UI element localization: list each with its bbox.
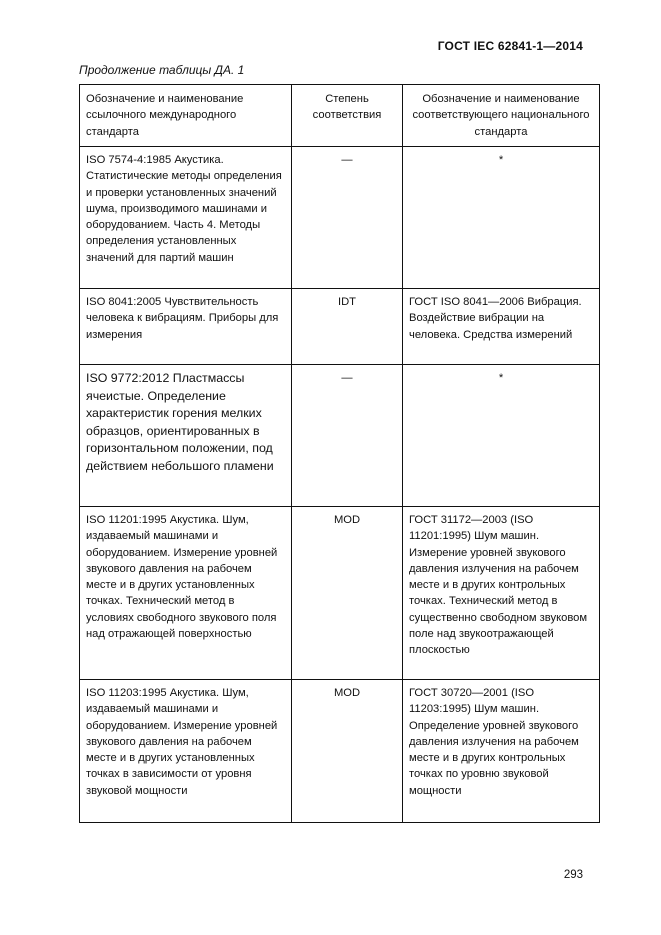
degree-cell: —	[292, 365, 403, 507]
table-caption: Продолжение таблицы ДА. 1	[79, 63, 245, 77]
standard-designation: ГОСТ IEC 62841-1—2014	[437, 39, 583, 53]
national-standard-cell: *	[403, 365, 600, 507]
column-header-degree: Степень соответствия	[292, 85, 403, 147]
table-row	[80, 365, 600, 507]
table-row	[80, 147, 600, 289]
table-row	[80, 507, 600, 680]
national-standard-cell: *	[403, 147, 600, 289]
national-standard-cell: ГОСТ 30720—2001 (ISO 11203:1995) Шум машин. Определение уровней звукового давления излучения на рабочем месте и в других контрольных точках по уровню звуковой мощности	[403, 680, 600, 823]
table-row	[80, 289, 600, 365]
table-row	[80, 680, 600, 823]
international-standard-cell: ISO 9772:2012 Пластмассы ячеистые. Определение характеристик горения мелких образцов, ориентированных в горизонтальном положении, под действием небольшого пламени	[80, 365, 292, 507]
international-standard-cell: ISO 8041:2005 Чувствительность человека к вибрациям. Приборы для измерения	[80, 289, 292, 365]
table-header-row	[80, 85, 600, 147]
national-standard-cell: ГОСТ ISO 8041—2006 Вибрация. Воздействие вибрации на человека. Средства измерений	[403, 289, 600, 365]
page-number: 293	[563, 869, 583, 881]
column-header-national: Обозначение и наименование соответствующего национального стандарта	[403, 85, 600, 147]
degree-cell: MOD	[292, 507, 403, 680]
national-standard-cell: ГОСТ 31172—2003 (ISO 11201:1995) Шум машин. Измерение уровней звукового давления излучения на рабочем месте и в других контрольных точках. Технический метод в существенно свободном звуковом поле над звукоотражающей плоскостью	[403, 507, 600, 680]
international-standard-cell: ISO 7574-4:1985 Акустика. Статистические методы определения и проверки установленных значений шума, производимого машинами и оборудованием. Часть 4. Методы определения установленных значений для партий машин	[80, 147, 292, 289]
column-header-international: Обозначение и наименование ссылочного международного стандарта	[80, 85, 292, 147]
degree-cell: MOD	[292, 680, 403, 823]
international-standard-cell: ISO 11201:1995 Акустика. Шум, издаваемый машинами и оборудованием. Измерение уровней звукового давления на рабочем месте и в других установленных точках. Технический метод в условиях свободного звукового поля над отражающей поверхностью	[80, 507, 292, 680]
degree-cell: —	[292, 147, 403, 289]
degree-cell: IDT	[292, 289, 403, 365]
correspondence-table	[79, 84, 600, 823]
international-standard-cell: ISO 11203:1995 Акустика. Шум, издаваемый машинами и оборудованием. Измерение уровней звукового давления на рабочем месте и в других установленных точках в зависимости от уровня звуковой мощности	[80, 680, 292, 823]
